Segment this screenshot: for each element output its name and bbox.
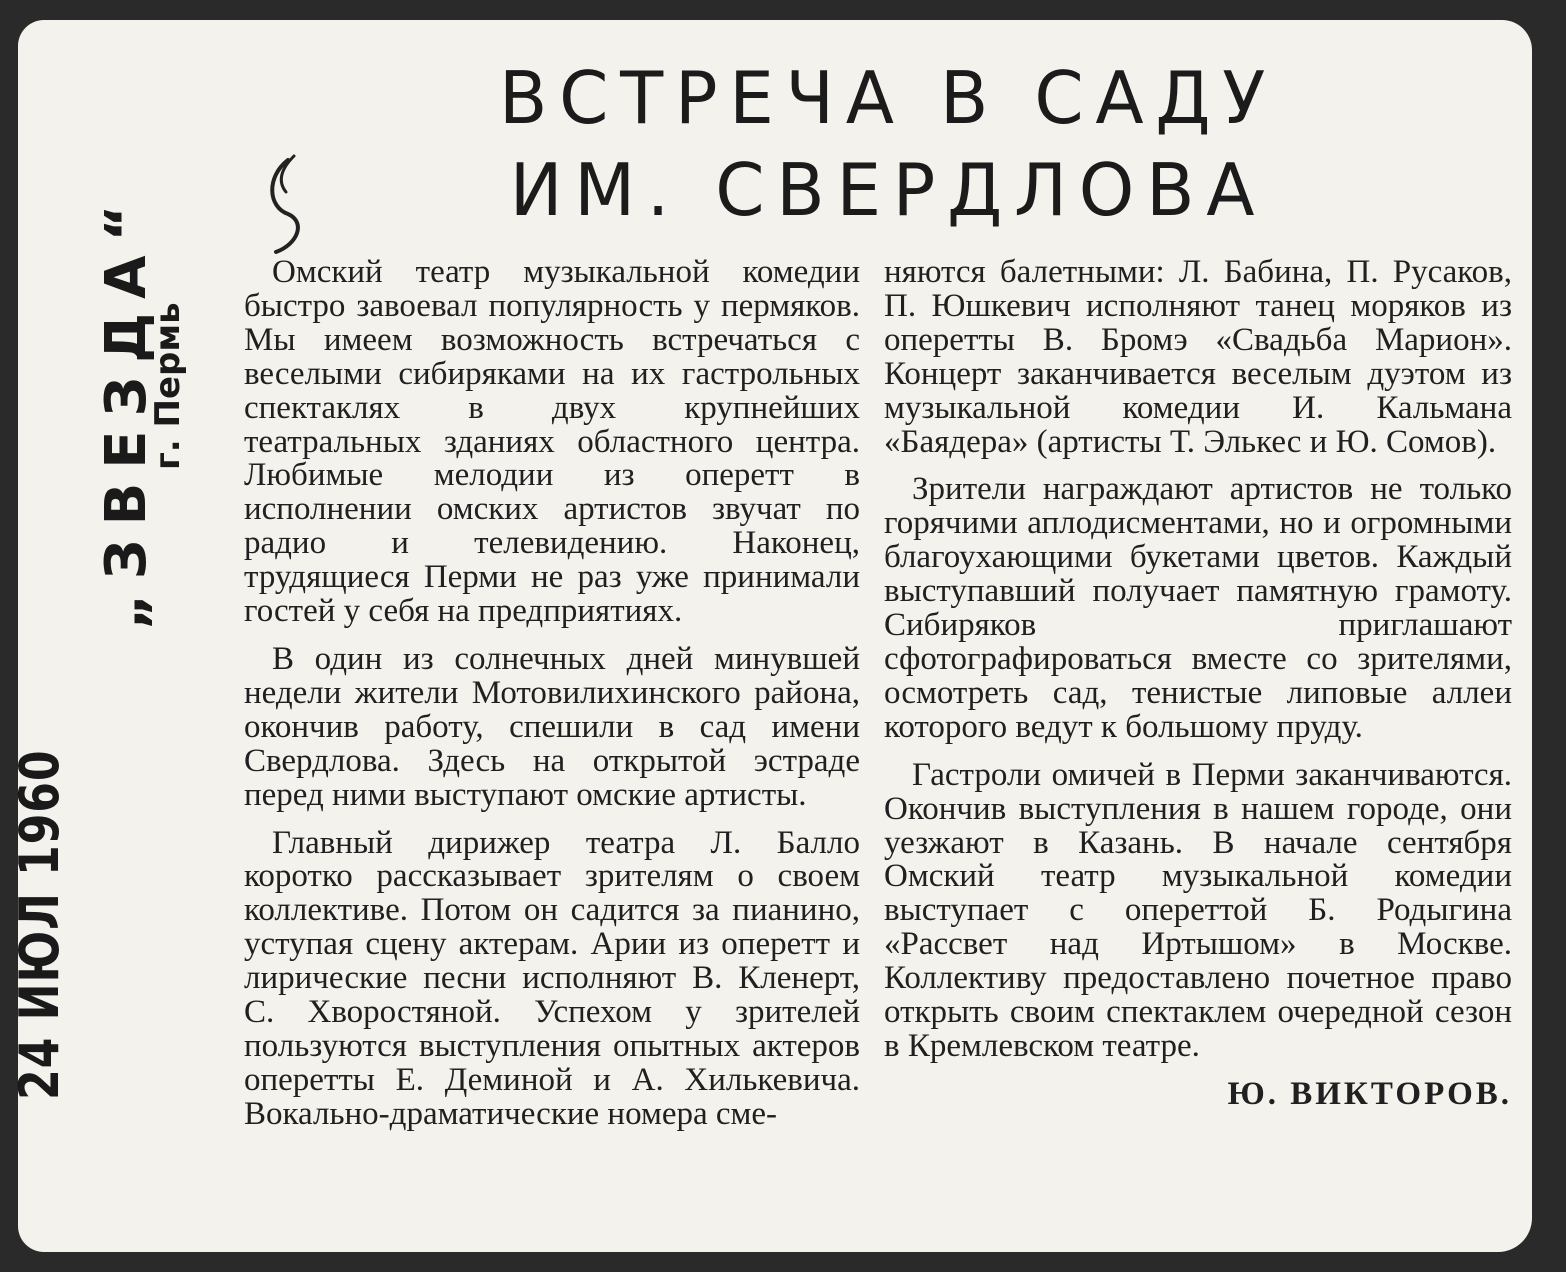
paragraph: Гастроли омичей в Перми заканчиваются. Окончив выступления в нашем городе, они уезжают в Казань. В начале сентября Омский театр музыкальной комедии выступает с опереттой Б. Родыгина «Рассвет над Иртышом» в Москве. Коллективу предоставлено почетное право открыть своим спектаклем очередной сезон в Кремлевском театре. [884, 756, 1512, 1064]
archive-stamp [8, 673, 71, 1100]
paragraph: Омский театр музыкальной комедии быстро завоевал популярность у пермяков. Мы имеем возможность встречаться с веселыми сибиряками на их гастрольных спектаклях в двух крупнейших театральных зданиях областного центра. Любимые мелодии из оперетт в исполнении омских артистов звучат по радио и телевидению. Наконец, трудящиеся Перми не раз уже принимали гостей у себя на предприятиях. [244, 254, 860, 630]
left-column [244, 256, 860, 1146]
stamp-newspaper: „ЗВЕЗДА“ [94, 190, 159, 630]
author-signature: Ю. ВИКТОРОВ. [1227, 1075, 1512, 1112]
right-column [884, 256, 1512, 1126]
paragraph: Главный дирижер театра Л. Балло коротко рассказывает зрителям о своем коллективе. Потом он садится за пианино, уступая сцену актерам. Арии из оперетт и лирические песни исполняют В. Кленерт, С. Хворостяной. Успехом у зрителей пользуются выступления опытных актеров оперетты Е. Деминой и А. Хилькевича. Вокально-драматические номера сме- [244, 824, 860, 1132]
newspaper-clipping [8, 20, 1532, 1252]
article-title-line1: ВСТРЕЧА В САДУ [498, 56, 1278, 140]
paragraph: няются балетными: Л. Бабина, П. Русаков, П. Юшкевич исполняют танец моряков из оперетты В. Бромэ «Свадьба Марион». Концерт заканчивается веселым дуэтом из музыкальной комедии И. Кальмана «Баядера» (артисты Т. Элькес и Ю. Сомов). [884, 254, 1512, 460]
article-title-line2: ИМ. СВЕРДЛОВА [509, 148, 1267, 232]
paragraph: В один из солнечных дней минувшей недели жители Мотовилихинского района, окончив работу, спешили в сад имени Свердлова. Здесь на открытой эстраде перед ними выступают омские артисты. [244, 640, 860, 813]
paragraph: Зрители награждают артистов не только горячими аплодисментами, но и огромными благоухающими букетами цветов. Каждый выступавший получает памятную грамоту. Сибиряков приглашают сфотографироваться вместе со зрителями, осмотреть сад, тенистые липовые аллеи которого ведут к большому пруду. [884, 471, 1512, 745]
stamp-date: 24 ИЮЛ 1960 [8, 749, 71, 1100]
stamp-city: г. Пермь [148, 302, 188, 470]
